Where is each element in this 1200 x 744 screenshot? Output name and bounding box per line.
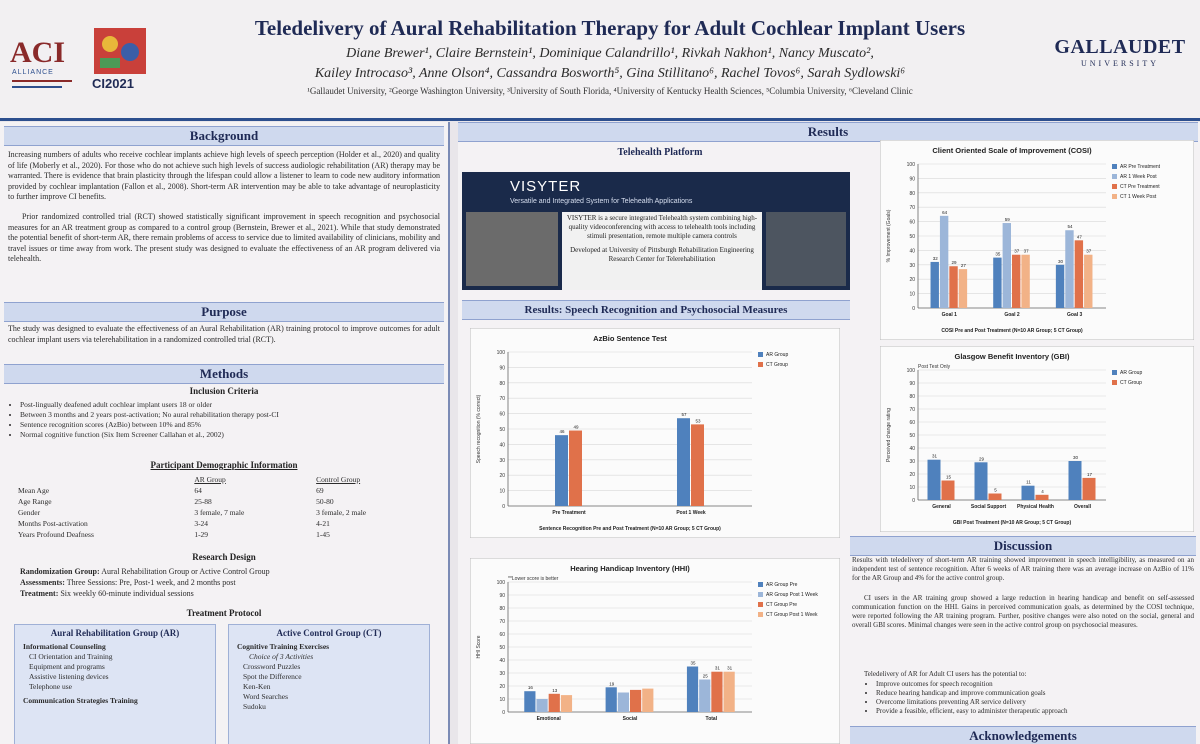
bar [1069, 461, 1082, 500]
data-label: 37 [1023, 248, 1029, 254]
research-design-heading: Research Design [192, 552, 256, 562]
chart-note: **Lower score is better [508, 576, 559, 582]
legend-swatch [758, 602, 763, 607]
protocol-item: Assistive listening devices [29, 672, 109, 681]
design-label: Randomization Group: [20, 567, 100, 576]
legend-swatch [1112, 370, 1117, 375]
discussion-list [864, 680, 1196, 716]
cosi-chart-svg [880, 140, 1194, 340]
y-tick-label: 0 [912, 498, 915, 504]
bar [1065, 230, 1073, 308]
data-label: 37 [1086, 248, 1092, 254]
x-axis-label: GBI Post Treatment (N=10 AR Group; 5 CT Group) [952, 520, 1072, 526]
data-label: 54 [1067, 224, 1073, 230]
telehealth-equipment-photo [766, 212, 846, 286]
protocol-item: Choice of 3 Activities [249, 652, 314, 661]
y-tick-label: 20 [909, 277, 915, 284]
left-column [0, 122, 450, 744]
legend-label: CT Group Pre [766, 602, 798, 608]
y-tick-label: 60 [499, 411, 505, 418]
table-row [14, 529, 434, 540]
y-tick-label: 30 [499, 671, 505, 677]
gallaudet-logo [1050, 20, 1190, 100]
legend-label: AR Group Post 1 Week [766, 592, 818, 598]
x-axis-label: Sentence Recognition Pre and Post Treatment (N=10 AR Group; 5 CT Group) [539, 526, 721, 532]
discussion-item: • Improve outcomes for speech recognition [876, 680, 1196, 689]
bar [949, 266, 957, 308]
y-tick-label: 50 [499, 427, 505, 433]
bar [928, 460, 941, 500]
bar [687, 667, 698, 713]
bar [677, 418, 690, 506]
demo-col-header [14, 474, 190, 485]
table-row [14, 496, 434, 507]
inclusion-item: • Normal cognitive function (Six Item Screener Callahan et al., 2002) [20, 430, 440, 440]
legend-swatch [758, 592, 763, 597]
demographics-header-row [14, 474, 434, 485]
protocol-item: Ken-Ken [243, 682, 271, 691]
bar [1083, 478, 1096, 500]
bar [993, 258, 1001, 308]
table-row [14, 507, 434, 518]
data-label: 19 [609, 681, 615, 687]
background-heading: Background [4, 126, 444, 146]
data-label: 25 [702, 673, 708, 679]
protocol-item: Crossword Puzzles [243, 662, 301, 671]
legend-swatch [1112, 184, 1117, 189]
bar [642, 689, 653, 712]
bar [959, 269, 967, 308]
y-tick-label: 40 [909, 248, 915, 255]
bar [569, 431, 582, 506]
ci2021-logo [90, 22, 150, 102]
table-cell: 3-24 [194, 519, 209, 528]
table-cell: Gender [18, 508, 41, 517]
demographics-heading: Participant Demographic Information [150, 460, 298, 470]
table-cell: Months Post-activation [18, 519, 88, 528]
y-tick-label: 100 [496, 350, 505, 356]
legend-swatch [1112, 194, 1117, 199]
ct-box-title: Active Control Group (CT) [276, 628, 382, 638]
legend-swatch [1112, 380, 1117, 385]
y-tick-label: 80 [909, 190, 915, 197]
y-tick-label: 90 [909, 176, 915, 183]
y-tick-label: 70 [909, 205, 915, 212]
inclusion-item: • Post-lingually deafened adult cochlear implant users 18 or older [20, 400, 440, 410]
ar-box-title: Aural Rehabilitation Group (AR) [50, 628, 180, 638]
x-tick-label: Emotional [536, 716, 561, 722]
data-label: 31 [714, 665, 720, 671]
y-tick-label: 20 [909, 472, 915, 478]
x-tick-label: Goal 3 [1067, 312, 1083, 318]
bar [699, 680, 710, 713]
data-label: 30 [1072, 455, 1079, 460]
legend-label: CT Group [1120, 380, 1142, 386]
protocol-item: Communication Strategies Training [23, 696, 138, 705]
legend-swatch [1112, 174, 1117, 179]
y-tick-label: 10 [909, 485, 915, 491]
inclusion-item: • Sentence recognition scores (AzBio) between 10% and 85% [20, 420, 440, 430]
visyter-description [562, 212, 762, 290]
hhi-chart [470, 558, 840, 744]
discussion-item: • Overcome limitations preventing AR service delivery [876, 698, 1196, 707]
data-label: 5 [994, 487, 997, 493]
legend-swatch [758, 582, 763, 587]
x-tick-label: Social Support [970, 504, 1007, 510]
y-tick-label: 90 [499, 365, 505, 372]
data-label: 49 [573, 424, 579, 430]
y-tick-label: 80 [499, 380, 505, 387]
y-tick-label: 60 [499, 632, 505, 638]
ci-logo-text: CI2021 [92, 76, 134, 91]
azbio-chart [470, 328, 840, 538]
legend-label: CT Group [766, 362, 788, 368]
bar [1075, 240, 1083, 308]
data-label: 17 [1086, 471, 1093, 477]
bar [1022, 486, 1035, 500]
design-item [20, 577, 440, 588]
y-tick-label: 10 [499, 488, 505, 495]
design-label: Assessments: [20, 578, 65, 587]
treatment-protocol-heading: Treatment Protocol [186, 608, 262, 618]
bar [1021, 255, 1029, 308]
data-label: 16 [527, 685, 533, 691]
authors-line-2: Kailey Introcaso³, Anne Olson⁴, Cassandra Bosworth⁵, Gina Stillitano⁶, Rachel Tovos⁶, Sarah Sydlowski⁶ [314, 66, 906, 81]
bar [1012, 255, 1020, 308]
y-tick-label: 90 [499, 593, 505, 599]
data-label: 15 [945, 474, 952, 480]
design-text: Three Sessions: Pre, Post-1 week, and 2 months post [64, 578, 236, 587]
bar [931, 262, 939, 308]
y-tick-label: 20 [499, 473, 505, 480]
data-label: 31 [931, 453, 938, 459]
protocol-item: CI Orientation and Training [29, 652, 113, 661]
y-axis-label: HHI Score [476, 635, 482, 659]
background-paragraph-2: Prior randomized controlled trial (RCT) showed statistically significant improvement in speech recognition and psychosocial measures for an AR treatment group as compared to a control group (Bernstein, Brewer et al., 2021). While that study demonstrated the potential benefit of short-term AR, there remain problems of access to service due to limited availability of clinicians, mobility and travel issues or time away from work. The present study was designed to evaluate the effectiveness of an AR program delivered via telehealth. [8, 212, 440, 263]
data-label: 31 [727, 665, 733, 671]
bar [561, 695, 572, 712]
x-tick-label: Pre Treatment [552, 510, 586, 516]
aci-alliance-logo [6, 26, 80, 106]
y-tick-label: 100 [496, 580, 505, 586]
data-label: 59 [1004, 217, 1010, 223]
protocol-item: Word Searches [243, 692, 289, 701]
legend-label: AR 1 Week Post [1120, 174, 1157, 180]
discussion-item: • Provide a feasible, efficient, easy to administer therapeutic approach [876, 707, 1196, 716]
purpose-heading: Purpose [4, 302, 444, 322]
inclusion-item: • Between 3 months and 2 years post-activation; No aural rehabilitation therapy post-CI [20, 410, 440, 420]
protocol-item: Informational Counseling [23, 642, 106, 651]
bar [536, 699, 547, 712]
legend-label: AR Pre Treatment [1120, 164, 1161, 170]
y-tick-label: 10 [499, 697, 505, 703]
results-heading: Results [458, 122, 1198, 142]
data-label: 29 [978, 456, 985, 462]
y-tick-label: 90 [909, 381, 915, 387]
aci-logo-text: ACI [10, 36, 66, 69]
y-tick-label: 0 [502, 710, 505, 716]
gbi-chart-svg [880, 346, 1194, 532]
visyter-subtitle: Versatile and Integrated System for Telehealth Applications [510, 198, 693, 205]
demo-col-header: Control Group [316, 475, 361, 484]
data-label: 64 [942, 209, 948, 215]
protocol-item: Telephone use [29, 682, 73, 691]
data-label: 30 [1058, 258, 1064, 264]
y-tick-label: 30 [499, 457, 505, 464]
protocol-item: Spot the Difference [243, 672, 302, 681]
author-list [230, 44, 990, 84]
research-design-list [20, 566, 440, 599]
telehealth-session-photo [466, 212, 558, 286]
visyter-panel [462, 172, 850, 290]
ar-box-items [15, 642, 215, 706]
table-cell: 1-29 [194, 530, 209, 539]
table-row [14, 485, 434, 496]
x-tick-label: Goal 2 [1004, 312, 1020, 318]
poster-title: Teledelivery of Aural Rehabilitation Therapy for Adult Cochlear Implant Users [254, 16, 966, 40]
table-cell: 3 female, 2 male [316, 508, 367, 517]
bar [1036, 495, 1049, 500]
chart-title: Client Oriented Scale of Improvement (COSI) [932, 146, 1092, 155]
discussion-list-intro: Teledelivery of AR for Adult CI users has the potential to: [864, 670, 1027, 678]
legend-label: AR Group Pre [766, 582, 798, 588]
data-label: 37 [1014, 248, 1020, 254]
data-label: 53 [695, 418, 701, 424]
data-label: 46 [559, 429, 565, 435]
x-tick-label: Goal 1 [941, 312, 957, 318]
acknowledgements-heading: Acknowledgements [850, 726, 1196, 744]
chart-title: Hearing Handicap Inventory (HHI) [570, 564, 690, 573]
y-axis-label: Speech recognition (% correct) [476, 394, 482, 464]
x-tick-label: Post 1 Week [676, 510, 706, 516]
legend-label: AR Group [766, 352, 789, 358]
legend-label: CT 1 Week Post [1120, 194, 1157, 200]
bar [1056, 265, 1064, 308]
bar [549, 694, 560, 712]
methods-heading: Methods [4, 364, 444, 384]
telehealth-platform-heading: Telehealth Platform [617, 147, 703, 158]
bar [724, 672, 735, 712]
table-cell: 69 [316, 486, 324, 495]
bar [630, 690, 641, 712]
bar [606, 687, 617, 712]
discussion-paragraph-2: CI users in the AR training group showed a large reduction in hearing handicap and benefit on self-assessed communication function on the HHI. Gains in perceived communication goals, as determined by the COSI technique, were reported following the AR training program. Further, positive changes were also noted on the social, general and overall GBI scores. Minimal changes were seen in the active control group on psychosocial measures. [852, 594, 1194, 629]
bar [942, 481, 955, 501]
y-tick-label: 50 [499, 645, 505, 651]
y-tick-label: 70 [499, 396, 505, 403]
gallaudet-logo-name: GALLAUDET [1054, 36, 1186, 58]
table-cell: Age Range [18, 497, 52, 506]
design-text: Aural Rehabilitation Group or Active Control Group [99, 567, 270, 576]
table-cell: 1-45 [316, 530, 330, 539]
speech-psychosocial-heading: Results: Speech Recognition and Psychosocial Measures [462, 300, 850, 320]
y-tick-label: 70 [909, 407, 915, 413]
y-tick-label: 30 [909, 262, 915, 269]
x-tick-label: Total [705, 716, 718, 722]
y-tick-label: 70 [499, 619, 505, 625]
bar [555, 435, 568, 506]
y-tick-label: 80 [909, 394, 915, 400]
gbi-chart [880, 346, 1194, 532]
design-item [20, 566, 440, 577]
table-cell: 4-21 [316, 519, 330, 528]
chart-note: Post Test Only [918, 364, 951, 370]
y-tick-label: 80 [499, 606, 505, 612]
bar [1084, 255, 1092, 308]
protocol-item: Sudoku [243, 702, 266, 711]
demo-col-header: AR Group [194, 475, 226, 484]
visyter-title: VISYTER [510, 178, 582, 195]
data-label: 32 [932, 255, 938, 261]
protocol-item: Cognitive Training Exercises [237, 642, 330, 651]
table-cell: Years Profound Deafness [18, 530, 94, 539]
y-tick-label: 50 [909, 433, 915, 439]
poster-header [0, 0, 1200, 121]
legend-label: AR Group [1120, 370, 1143, 376]
protocol-item: Equipment and programs [29, 662, 105, 671]
data-label: 35 [690, 660, 696, 666]
y-tick-label: 30 [909, 459, 915, 465]
legend-swatch [1112, 164, 1117, 169]
ct-box-items [229, 642, 429, 712]
y-tick-label: 60 [909, 219, 915, 226]
table-cell: 64 [194, 486, 202, 495]
bar [618, 693, 629, 713]
data-label: 13 [552, 687, 558, 693]
bar [691, 424, 704, 506]
y-tick-label: 50 [909, 234, 915, 240]
data-label: 29 [951, 260, 957, 266]
x-tick-label: Physical Health [1017, 504, 1054, 510]
y-axis-label: % Improvement (Goals) [886, 209, 892, 263]
chart-title: AzBio Sentence Test [593, 334, 667, 343]
bar [711, 672, 722, 712]
x-tick-label: Overall [1074, 504, 1091, 510]
ar-group-box [14, 624, 216, 744]
chart-title: Glasgow Benefit Inventory (GBI) [954, 352, 1070, 361]
chart-background [470, 328, 840, 538]
aci-logo-sub: ALLIANCE [12, 69, 54, 76]
y-tick-label: 100 [906, 368, 915, 374]
purpose-text: The study was designed to evaluate the effectiveness of an Aural Rehabilitation (AR) training protocol to improve outcomes for adult cochlear implant users via telerehabilitation in a randomized controlled trial (RCT). [8, 324, 440, 344]
y-tick-label: 10 [909, 291, 915, 298]
y-tick-label: 20 [499, 684, 505, 690]
discussion-item: • Reduce hearing handicap and improve communication goals [876, 689, 1196, 698]
x-axis-label: COSI Pre and Post Treatment (N=10 AR Group; 5 CT Group) [941, 328, 1083, 334]
bar [524, 691, 535, 712]
data-label: 57 [681, 412, 687, 418]
ct-group-box [228, 624, 430, 744]
design-label: Treatment: [20, 589, 59, 598]
cosi-chart [880, 140, 1194, 340]
data-label: 35 [995, 251, 1001, 257]
table-cell: 50-80 [316, 497, 334, 506]
chart-background [880, 140, 1194, 340]
y-tick-label: 100 [906, 162, 915, 168]
demographics-table [14, 474, 434, 540]
legend-swatch [758, 612, 763, 617]
y-tick-label: 40 [499, 442, 505, 449]
discussion-paragraph-1: Results with teledelivery of short-term AR training showed improvement in speech intelligibility, as measured on an independent test of sentence recognition. After 6 weeks of AR training there was an average increase on AzBio of 11% for the AR Group and 4% for the active control group. [852, 556, 1194, 582]
hhi-chart-svg [470, 558, 840, 744]
y-tick-label: 0 [912, 306, 915, 312]
inclusion-criteria-list [8, 400, 440, 440]
azbio-chart-svg [470, 328, 840, 538]
legend-swatch [758, 352, 763, 357]
data-label: 11 [1026, 479, 1031, 485]
affiliations: ¹Gallaudet University, ²George Washington University, ³University of South Florida, ⁴University of Kentucky Health Sciences, ⁵Columbia University, ⁶Cleveland Clinic [307, 86, 913, 96]
table-cell: 25-88 [194, 497, 212, 506]
y-tick-label: 0 [502, 504, 505, 510]
y-axis-label: Perceived change rating [886, 408, 892, 462]
legend-label: CT Group Post 1 Week [766, 612, 818, 618]
table-cell: Mean Age [18, 486, 50, 495]
background-paragraph-1: Increasing numbers of adults who receive cochlear implants achieve high levels of speech perception (Holder et al., 2020) and quality of life (Moberly et al., 2020). For those who do not achieve such high levels of success audiologic rehabilitation (AR) therapy may be warranted. There is evidence that brain plasticity through the lifespan could allow a listener to learn to code new auditory information provided by cochlear implantation (Fallon et al., 2008). Short-term AR intervention may be able to take advantage of neuroplasticity to further improve CI benefits. [8, 150, 440, 201]
legend-label: CT Pre Treatment [1120, 184, 1160, 190]
legend-swatch [758, 362, 763, 367]
bar [1003, 223, 1011, 308]
y-tick-label: 40 [499, 658, 505, 664]
bar [940, 216, 948, 308]
table-cell: 3 female, 7 male [194, 508, 245, 517]
design-item [20, 588, 440, 599]
y-tick-label: 40 [909, 446, 915, 452]
visyter-text-1: VISYTER is a secure integrated Telehealth system combining high-quality videoconferencing with access to telehealth tools including stimuli presentation, remote multiple camera controls [566, 214, 758, 240]
gallaudet-logo-sub: UNIVERSITY [1081, 59, 1159, 68]
bar [989, 494, 1002, 501]
table-row [14, 518, 434, 529]
x-tick-label: General [932, 504, 951, 510]
design-text: Six weekly 60-minute individual sessions [58, 589, 194, 598]
discussion-heading: Discussion [850, 536, 1196, 556]
data-label: 47 [1076, 234, 1082, 240]
data-label: 4 [1041, 488, 1044, 494]
x-tick-label: Social [622, 716, 638, 722]
inclusion-criteria-heading: Inclusion Criteria [189, 386, 259, 396]
bar [975, 462, 988, 500]
y-tick-label: 60 [909, 420, 915, 426]
data-label: 27 [960, 263, 966, 269]
authors-line-1: Diane Brewer¹, Claire Bernstein¹, Dominique Calandrillo¹, Rivkah Nakhon¹, Nancy Muscato², [346, 46, 874, 61]
visyter-text-2: Developed at University of Pittsburgh Rehabilitation Engineering Research Center for Telerehabilitation [570, 246, 754, 263]
